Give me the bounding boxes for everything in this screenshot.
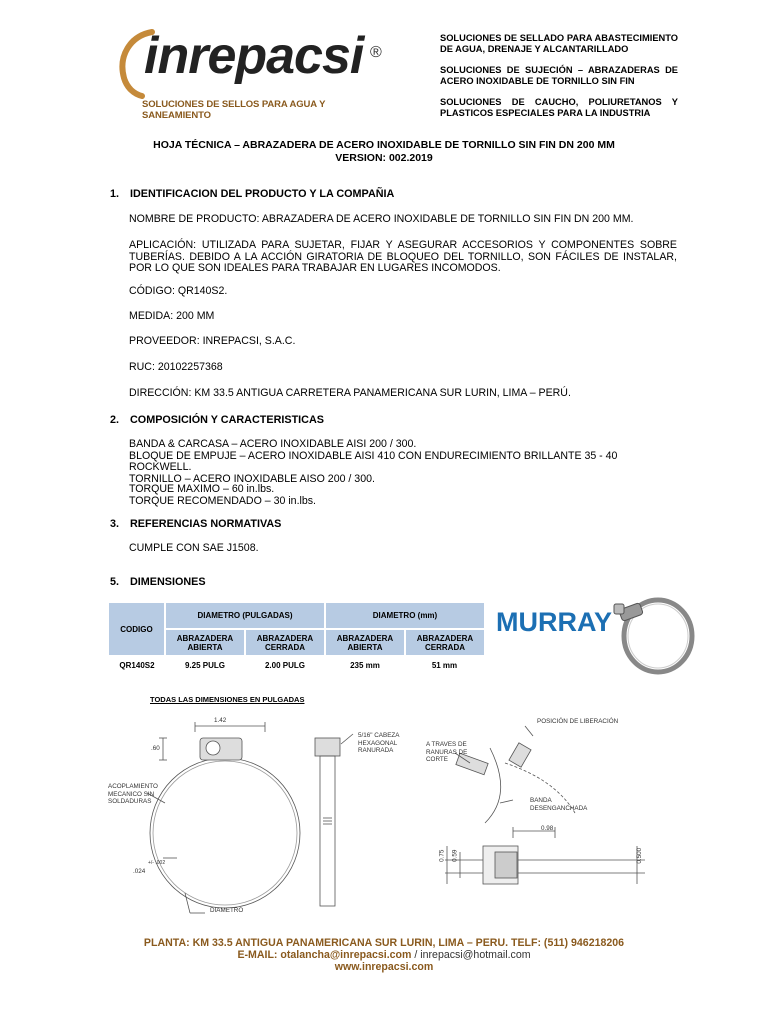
product-code: CÓDIGO: QR140S2. xyxy=(129,285,228,297)
address: DIRECCIÓN: KM 33.5 ANTIGUA CARRETERA PANAMERICANA SUR LURIN, LIMA – PERÚ. xyxy=(129,387,571,399)
product-application: APLICACIÓN: UTILIZADA PARA SUJETAR, FIJAR Y ASEGURAR ACCESORIOS Y COMPONENTES SOBRE TUBERÍAS. DEBIDO A LA ACCIÓN GIRATORIA DE BLOQUEO DEL TORNILLO, SON FÁCILES DE INSTALAR, POR LO QUE SON IDEALES PARA TRABAJAR EN LUGARES INCOMODOS. xyxy=(129,239,677,274)
dimensions-caption: TODAS LAS DIMENSIONES EN PULGADAS xyxy=(150,695,305,704)
footer-website-link[interactable]: www.inrepacsi.com xyxy=(334,961,434,973)
composition-list xyxy=(129,439,677,485)
murray-logo: MURRAY xyxy=(496,607,613,637)
table-subheader-closed: ABRAZADERA CERRADA xyxy=(245,629,325,655)
table-row xyxy=(109,655,484,675)
section-1-heading xyxy=(110,188,394,200)
table-subheader-closed: ABRAZADERA CERRADA xyxy=(405,629,484,655)
logo-wordmark: inrepacsi xyxy=(144,27,364,85)
clamp-photo-icon xyxy=(612,580,702,680)
table-header-codigo: CODIGO xyxy=(109,603,165,655)
label-diametro: DIAMETRO xyxy=(210,907,244,914)
table-cell: 2.00 PULG xyxy=(245,655,325,675)
header-services xyxy=(440,33,678,129)
document-title xyxy=(0,139,768,165)
section-number: 3. xyxy=(110,518,120,530)
footer xyxy=(0,937,768,973)
label-posicion-liberacion: POSICIÓN DE LIBERACIÓN xyxy=(537,718,619,725)
ruc: RUC: 20102257368 xyxy=(129,361,223,373)
section-number: 1. xyxy=(110,188,120,200)
label-acoplamiento: ACOPLAMIENTO MECANICO SIN SOLDADURAS xyxy=(108,783,158,805)
composition-item: BLOQUE DE EMPUJE – ACERO INOXIDABLE AISI 410 CON ENDURECIMIENTO BRILLANTE 35 - 40 ROCKWELL. xyxy=(129,449,618,473)
version-line: VERSION: 002.2019 xyxy=(335,152,433,164)
email-primary-link[interactable]: otalancha@inrepacsi.com xyxy=(280,949,412,961)
table-cell: 235 mm xyxy=(325,655,405,675)
dim-024: .024 xyxy=(133,868,146,875)
dim-0-500: 0.500 xyxy=(636,847,644,864)
dim-0-59: 0.59 xyxy=(451,849,459,862)
torque-list xyxy=(129,484,677,507)
dim-60: .60 xyxy=(151,745,160,752)
label-tolerance: +/- .002 xyxy=(148,860,166,866)
section-title: COMPOSICIÓN Y CARACTERISTICAS xyxy=(130,414,324,426)
dimensions-table xyxy=(109,603,484,675)
supplier: PROVEEDOR: INREPACSI, S.A.C. xyxy=(129,335,296,347)
section-title: DIMENSIONES xyxy=(130,576,206,588)
section-number: 2. xyxy=(110,414,120,426)
company-logo xyxy=(112,26,392,121)
table-cell: 9.25 PULG xyxy=(165,655,245,675)
service-sellado: SOLUCIONES DE SELLADO PARA ABASTECIMIENTO DE AGUA, DRENAJE Y ALCANTARILLADO xyxy=(440,33,678,54)
dim-0-75: 0.75 xyxy=(438,849,446,862)
label-ranuras-corte: A TRAVES DE RANURAS DE CORTE xyxy=(426,741,468,763)
normative-reference: CUMPLE CON SAE J1508. xyxy=(129,542,259,554)
table-header-inches: DIAMETRO (PULGADAS) xyxy=(165,603,325,629)
section-2-heading xyxy=(110,414,324,426)
registered-mark: ® xyxy=(370,44,382,61)
service-caucho: SOLUCIONES DE CAUCHO, POLIURETANOS Y PLASTICOS ESPECIALES PARA LA INDUSTRIA xyxy=(440,97,678,118)
composition-item: TORNILLO – ACERO INOXIDABLE AISO 200 / 300. xyxy=(129,472,375,485)
email-label: E-MAIL: xyxy=(237,949,278,961)
table-cell-code: QR140S2 xyxy=(109,655,165,675)
label-cabeza-hexagonal: 5/16" CABEZA HEXAGONAL RANURADA xyxy=(358,732,400,754)
table-header-mm: DIAMETRO (mm) xyxy=(325,603,484,629)
dim-1-42: 1.42 xyxy=(214,717,227,724)
service-sujecion: SOLUCIONES DE SUJECIÓN – ABRAZADERAS DE ACERO INOXIDABLE DE TORNILLO SIN FIN xyxy=(440,65,678,86)
section-3-heading xyxy=(110,518,281,530)
section-title: REFERENCIAS NORMATIVAS xyxy=(130,518,282,530)
product-size: MEDIDA: 200 MM xyxy=(129,310,215,322)
dim-0-98: 0.98 xyxy=(541,825,554,832)
email-separator: / xyxy=(411,949,421,961)
composition-item: BANDA & CARCASA – ACERO INOXIDABLE AISI 200 / 300. xyxy=(129,438,417,450)
table-subheader-open: ABRAZADERA ABIERTA xyxy=(165,629,245,655)
torque-max: TORQUE MAXIMO – 60 in.lbs. xyxy=(129,483,275,495)
table-subheader-open: ABRAZADERA ABIERTA xyxy=(325,629,405,655)
logo-tagline: SOLUCIONES DE SELLOS PARA AGUA Y SANEAMIENTO xyxy=(142,99,326,121)
label-banda: BANDA DESENGANCHADA xyxy=(530,797,588,812)
title-line: HOJA TÉCNICA – ABRAZADERA DE ACERO INOXIDABLE DE TORNILLO SIN FIN DN 200 MM xyxy=(153,139,615,151)
section-5-heading xyxy=(110,576,206,588)
footer-email xyxy=(0,949,768,961)
footer-address: PLANTA: KM 33.5 ANTIGUA PANAMERICANA SUR LURIN, LIMA – PERU. TELF: (511) 946218206 xyxy=(143,937,625,949)
email-secondary-link[interactable]: inrepacsi@hotmail.com xyxy=(420,949,531,961)
product-name: NOMBRE DE PRODUCTO: ABRAZADERA DE ACERO INOXIDABLE DE TORNILLO SIN FIN DN 200 MM. xyxy=(129,213,634,225)
section-title: IDENTIFICACION DEL PRODUCTO Y LA COMPAÑIA xyxy=(130,188,395,200)
section-number: 5. xyxy=(110,576,120,588)
torque-recommended: TORQUE RECOMENDADO – 30 in.lbs. xyxy=(129,494,317,507)
table-cell: 51 mm xyxy=(405,655,484,675)
